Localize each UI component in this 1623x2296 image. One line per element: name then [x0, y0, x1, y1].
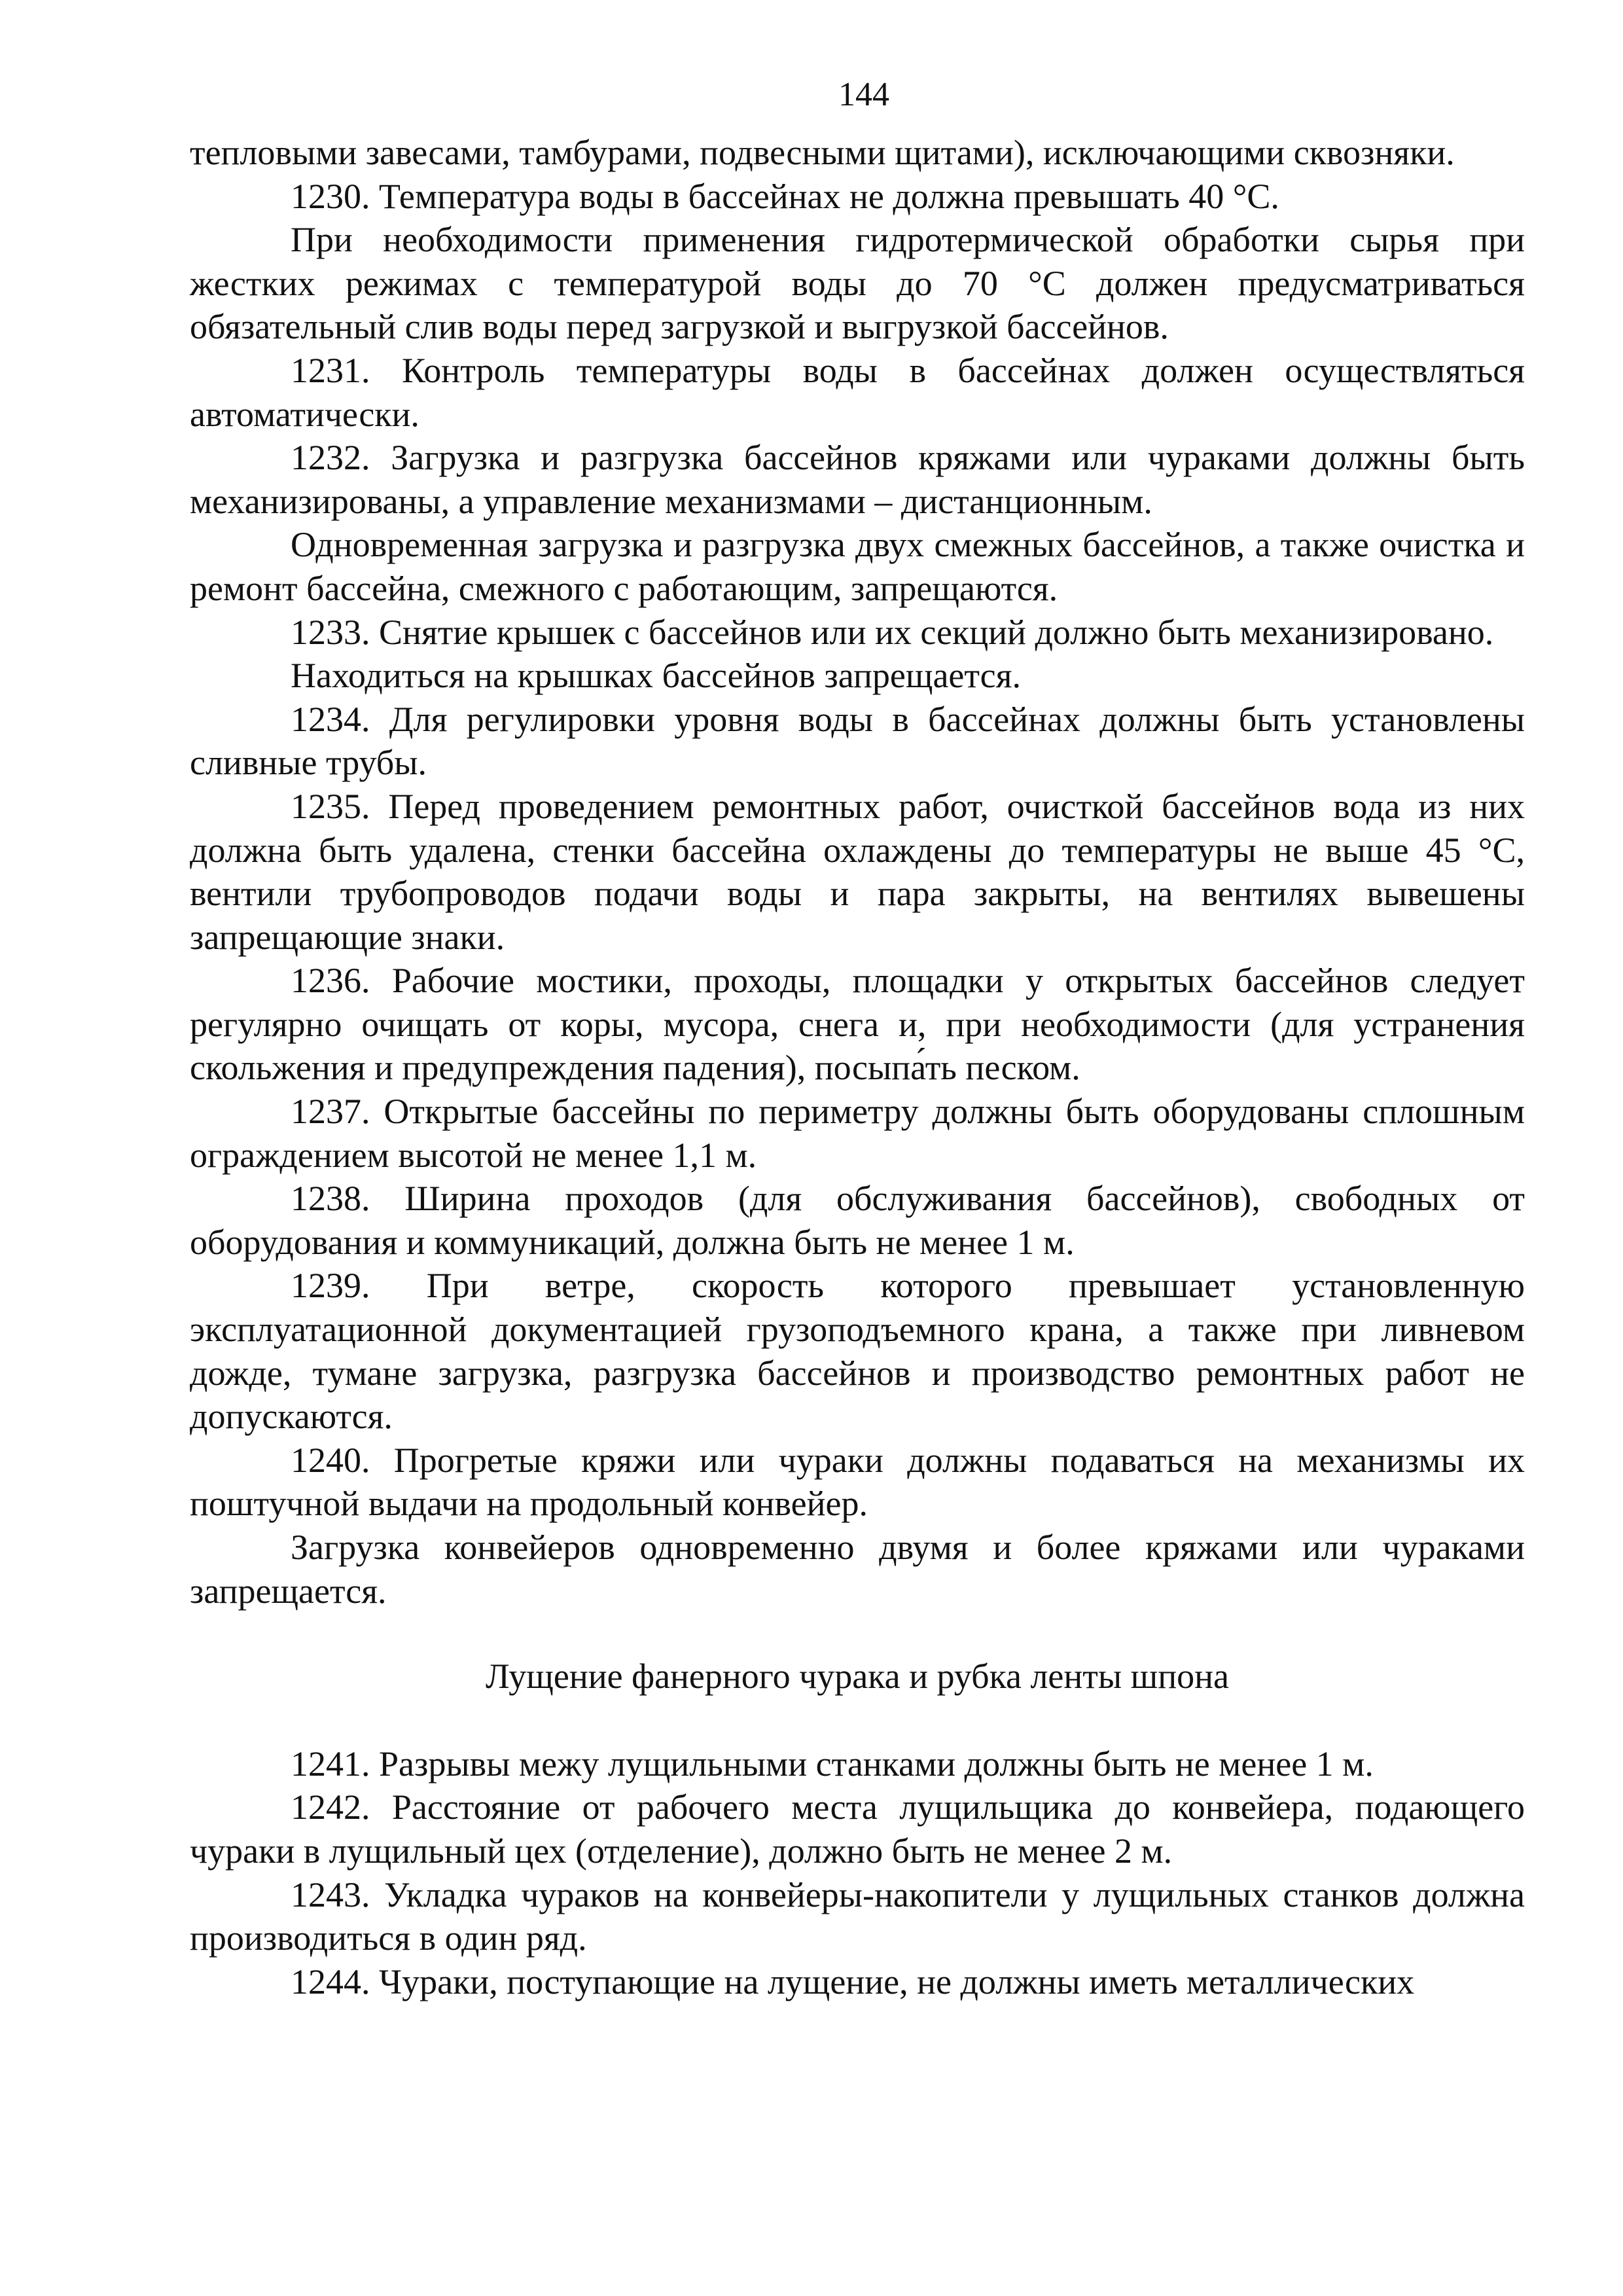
page-number: 144	[838, 76, 889, 113]
paragraph-1235: 1235. Перед проведением ремонтных работ, очисткой бассейнов вода из них должна быть удалена, стенки бассейна охлаждены до температуры не выше 45 °С, вентили трубопроводов подачи воды и пара закрыты, на вентилях вывешены запрещающие знаки.	[190, 786, 1525, 957]
paragraph-1233-note: Находиться на крышках бассейнов запрещается.	[291, 656, 1021, 696]
paragraph-1236: 1236. Рабочие мостики, проходы, площадки у открытых бассейнов следует регулярно очищать от коры, мусора, снега и, при необходимости (для устранения скольжения и предупреждения падения), посыпа́ть песком.	[190, 961, 1525, 1088]
paragraph-1231: 1231. Контроль температуры воды в бассейнах должен осуществляться автоматически.	[190, 350, 1525, 434]
document-body	[190, 131, 1525, 2003]
paragraph-continuation: тепловыми завесами, тамбурами, подвесными щитами), исключающими сквозняки.	[190, 133, 1455, 172]
paragraph-1242: 1242. Расстояние от рабочего места лущильщика до конвейера, подающего чураки в лущильный цех (отделение), должно быть не менее 2 м.	[190, 1787, 1525, 1871]
paragraph-1230: 1230. Температура воды в бассейнах не должна превышать 40 °С.	[291, 176, 1279, 216]
paragraph-1233: 1233. Снятие крышек с бассейнов или их секций должно быть механизировано.	[291, 612, 1494, 652]
paragraph-1239: 1239. При ветре, скорость которого превышает установленную эксплуатационной документацией грузоподъемного крана, а также при ливневом дожде, тумане загрузка, разгрузка бассейнов и производство ремонтных работ не допускаются.	[190, 1266, 1525, 1437]
paragraph-1244: 1244. Чураки, поступающие на лущение, не должны иметь металлических	[291, 1962, 1415, 2001]
paragraph-1238: 1238. Ширина проходов (для обслуживания бассейнов), свободных от оборудования и коммуникаций, должна быть не менее 1 м.	[190, 1179, 1525, 1262]
paragraph-1241: 1241. Разрывы межу лущильными станками должны быть не менее 1 м.	[291, 1744, 1374, 1784]
section-heading: Лущение фанерного чурака и рубка ленты шпона	[485, 1657, 1229, 1696]
paragraph-1237: 1237. Открытые бассейны по периметру должны быть оборудованы сплошным ограждением высотой не менее 1,1 м.	[190, 1092, 1525, 1175]
paragraph-1232-note: Одновременная загрузка и разгрузка двух смежных бассейнов, а также очистка и ремонт бассейна, смежного с работающим, запрещаются.	[190, 525, 1525, 608]
paragraph-1243: 1243. Укладка чураков на конвейеры-накопители у лущильных станков должна производиться в один ряд.	[190, 1874, 1525, 1958]
paragraph-1240-note: Загрузка конвейеров одновременно двумя и более кряжами или чураками запрещается.	[190, 1528, 1525, 1611]
paragraph-1240: 1240. Прогретые кряжи или чураки должны подаваться на механизмы их поштучной выдачи на продольный конвейер.	[190, 1440, 1525, 1524]
paragraph-1234: 1234. Для регулировки уровня воды в бассейнах должны быть установлены сливные трубы.	[190, 699, 1525, 783]
paragraph-1230-note: При необходимости применения гидротермической обработки сырья при жестких режимах с температурой воды до 70 °С должен предусматриваться обязательный слив воды перед загрузкой и выгрузкой бассейнов.	[190, 220, 1525, 347]
paragraph-1232: 1232. Загрузка и разгрузка бассейнов кряжами или чураками должны быть механизированы, а управление механизмами – дистанционным.	[190, 438, 1525, 521]
